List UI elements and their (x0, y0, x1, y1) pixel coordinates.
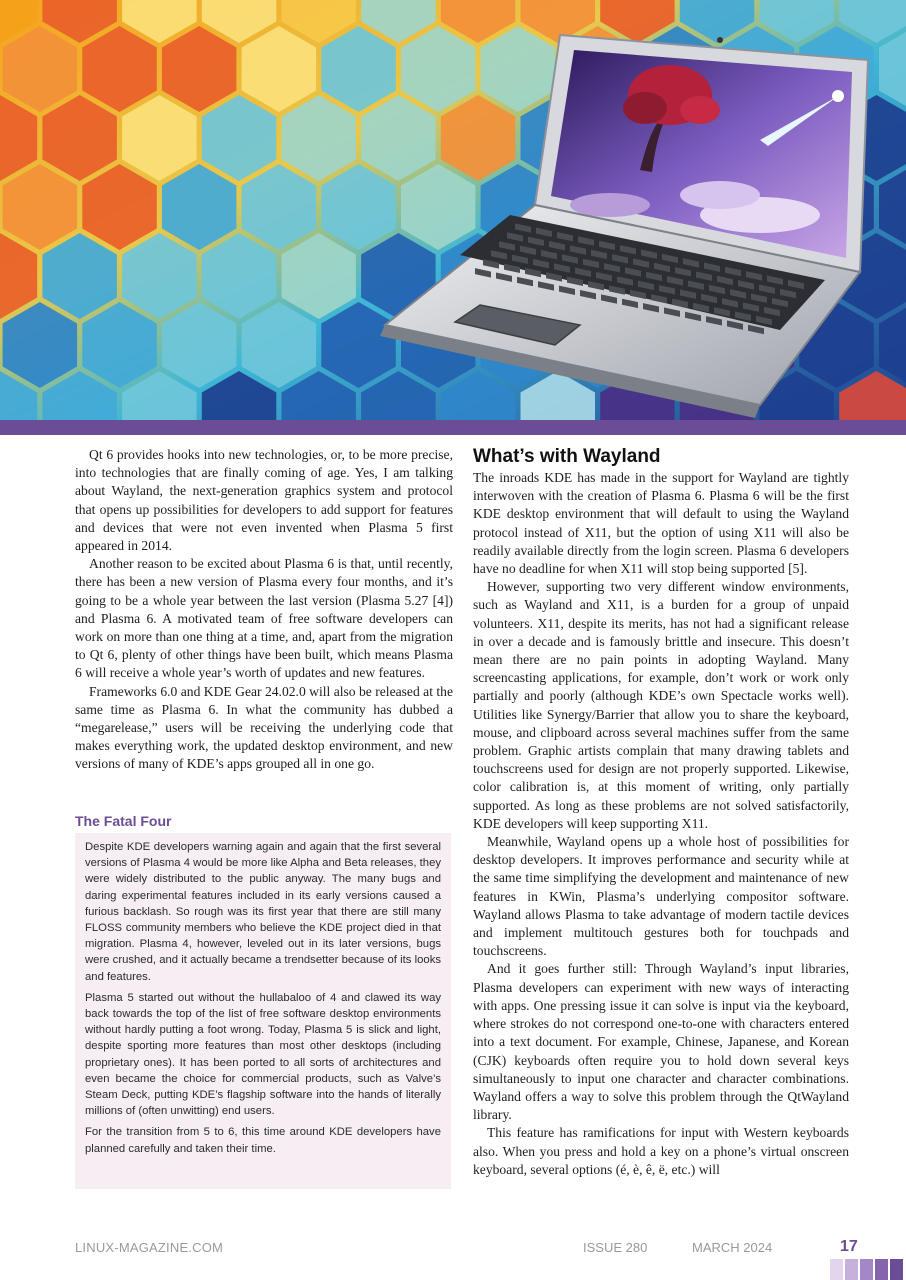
left-column (75, 446, 453, 774)
body-paragraph: Qt 6 provides hooks into new technologies, or, to be more precise, into technologies that are finally coming of age. Yes, I am talking about Wayland, the next-generation graphics system and protocol that opens up possibilities for developers to add support for features and devices that were not even invented when Plasma 5 first appeared in 2014. (75, 447, 453, 554)
footer-color-block (845, 1259, 858, 1280)
body-paragraph: Frameworks 6.0 and KDE Gear 24.02.0 will also be released at the same time as Plasma 6. In what the community has dubbed a “megarelease,” users will be receiving the underlying code that makes everything work, the updated desktop environment, and new versions of many of KDE’s apps grouped all in one go. (75, 683, 453, 772)
hexagon-laptop-illustration (0, 0, 906, 435)
footer-color-block (860, 1259, 873, 1280)
footer-site: LINUX-MAGAZINE.COM (75, 1240, 224, 1255)
sidebar-paragraph: Plasma 5 started out without the hullabaloo of 4 and clawed its way back towards the top of the list of free software desktop environments without hardly putting a foot wrong. Today, Plasma 5 is slick and light, despite sporting more features than most other desktops (including proprietary ones). It has been ported to all sorts of architectures and even became the choice for commercial products, such as Valve’s Steam Deck, putting KDE’s flagship software into the hands of literally millions of (often unwitting) end users. (85, 991, 441, 1118)
right-column (473, 446, 849, 1179)
body-paragraph: Another reason to be excited about Plasma 6 is that, until recently, there has been a new version of Plasma every four months, and it’s going to be a whole year between the last version (Plasma 5.27 [4]) and Plasma 6. A motivated team of free software developers can work on more than one thing at a time, and, apart from the migration to Qt 6, plenty of other things have been built, which means Plasma 6 will receive a whole year’s worth of updates and new features. (75, 556, 453, 681)
hero-illustration (0, 0, 906, 435)
hero-accent-bar (0, 420, 906, 435)
body-paragraph: This feature has ramifications for input with Western keyboards also. When you press and hold a key on a phone’s virtual onscreen keyboard, several options (é, è, ê, ë, etc.) will (473, 1125, 849, 1177)
body-paragraph: And it goes further still: Through Wayland’s input libraries, Plasma developers can experiment with new ways of interacting with apps. One pressing issue it can solve is input via the keyboard, where strokes do not correspond one-to-one with characters entered into a text document. For example, Chinese, Japanese, and Korean (CJK) keyboards often require you to hold down several keys simultaneously to input one character and character combinations. Wayland offers a way to solve this problem through the QtWayland library. (473, 961, 849, 1123)
footer-color-block (830, 1259, 843, 1280)
body-paragraph: However, supporting two very different window environments, such as Wayland and X11, is a burden for a group of unpaid volunteers. X11, despite its merits, has not had a significant release in over a decade and is famously brittle and insecure. This doesn’t mean there are no pain points in adopting Wayland. Many screencasting applications, for example, don’t work or work only partially and poorly (although KDE’s own Spectacle works well). Utilities like Synergy/Barrier that allow you to share the keyboard, mouse, and clipboard across several machines suffer from the same problem. Graphic artists complain that many drawing tablets and touchscreens used for design are not properly supported. Likewise, color calibration is, at this moment of writing, only partially supported. As long as these problems are not solved satisfactorily, KDE developers will keep supporting X11. (473, 579, 849, 831)
body-paragraph: The inroads KDE has made in the support for Wayland are tightly interwoven with the creation of Plasma 6. Plasma 6 will be the first KDE desktop environment that will default to using the Wayland protocol instead of X11, but the option of using X11 will also be readily available directly from the login screen. Plasma 6 developers have no deadline for when X11 will stop being supported [5]. (473, 470, 849, 577)
footer-issue: ISSUE 280 (583, 1240, 648, 1255)
page-number: 17 (840, 1238, 858, 1255)
sidebar-box (75, 833, 451, 1189)
sidebar-paragraph: For the transition from 5 to 6, this time around KDE developers have planned carefully and taken their time. (85, 1126, 441, 1155)
footer-color-block (875, 1259, 888, 1280)
sidebar-box-title: The Fatal Four (75, 813, 172, 829)
body-paragraph: Meanwhile, Wayland opens up a whole host of possibilities for desktop developers. It improves performance and security while at the same time simplifying the development and maintenance of new features in KWin, Plasma’s underlying compositor software. Wayland allows Plasma to take advantage of modern tactile devices and implement multitouch gestures both for touchpads and touchscreens. (473, 834, 849, 959)
footer-date: MARCH 2024 (692, 1240, 773, 1255)
section-heading: What’s with Wayland (473, 446, 661, 467)
footer-color-blocks (830, 1259, 903, 1280)
footer-color-block (890, 1259, 903, 1280)
sidebar-paragraph: Despite KDE developers warning again and again that the first several versions of Plasma 4 would be more like Alpha and Beta releases, they were widely distributed to the public anyway. The many bugs and daring experimental features included in its early versions caused a furious backlash. So rough was its first year that there are still many FLOSS community members who believe the KDE project died in that migration. Plasma 4, however, leveled out in its later versions, bugs were crushed, and it actually became a trendsetter because of its looks and features. (85, 841, 441, 983)
